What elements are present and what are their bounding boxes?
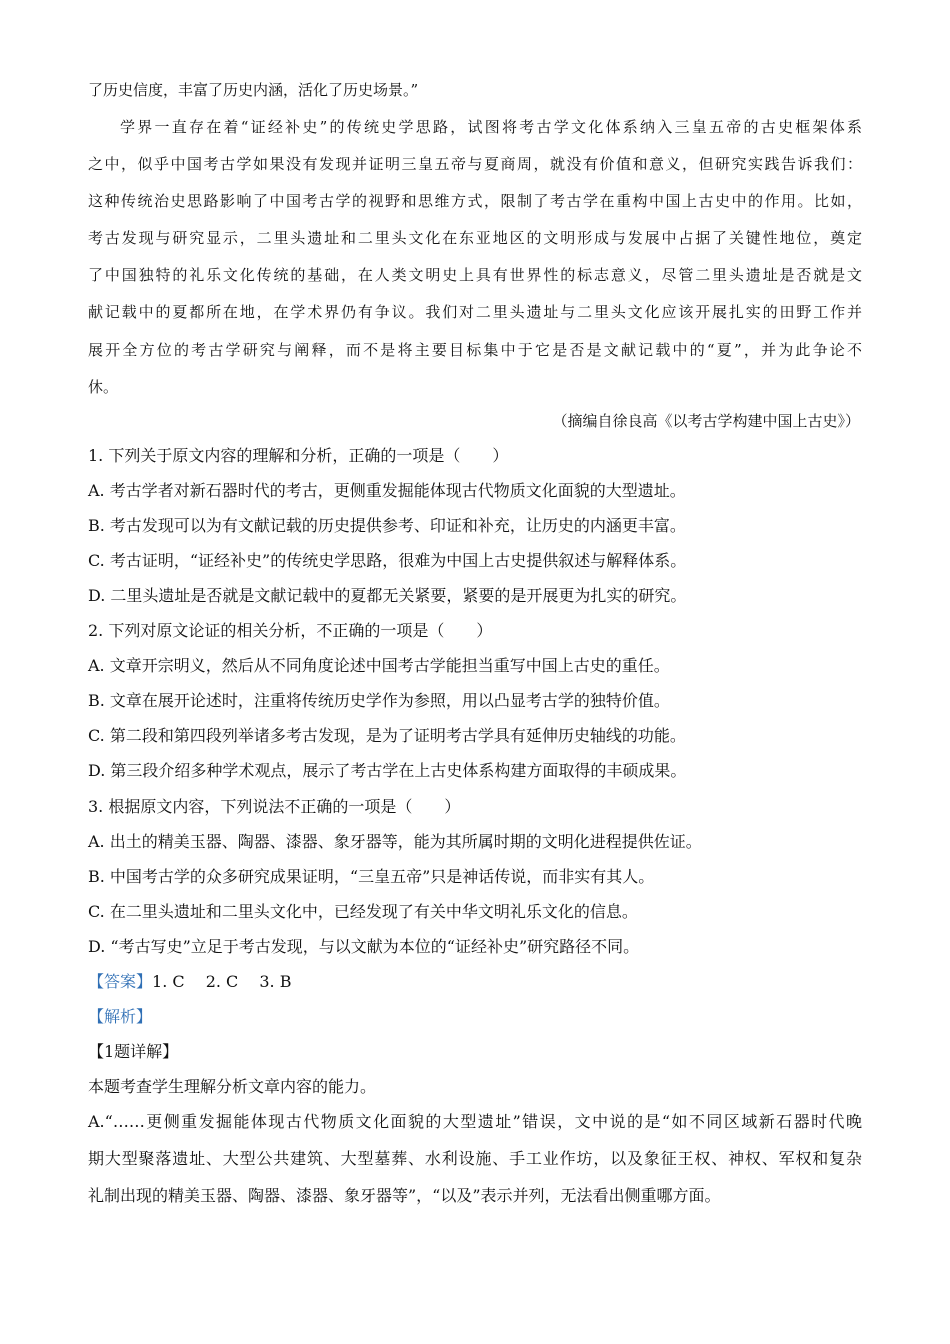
- passage-line: 献记载中的夏都所在地，在学术界仍有争议。我们对二里头遗址与二里头文化应该开展扎实的田野工作并: [88, 303, 862, 321]
- question-option: A. 考古学者对新石器时代的考古，更侧重发掘能体现古代物质文化面貌的大型遗址。: [88, 481, 686, 500]
- passage-line: 了中国独特的礼乐文化传统的基础，在人类文明史上具有世界性的标志意义，尽管二里头遗址是否就是文: [88, 266, 862, 284]
- question-option: B. 文章在展开论述时，注重将传统历史学作为参照，用以凸显考古学的独特价值。: [88, 691, 670, 710]
- question-option: C. 第二段和第四段列举诸多考古发现，是为了证明考古学具有延伸历史轴线的功能。: [88, 726, 686, 745]
- analysis-intro: 本题考查学生理解分析文章内容的能力。: [88, 1077, 377, 1096]
- passage-line: 学界一直存在着“证经补史”的传统史学思路，试图将考古学文化体系纳入三皇五帝的古史框架体系: [120, 118, 862, 136]
- passage-line: 这种传统治史思路影响了中国考古学的视野和思维方式，限制了考古学在重构中国上古史中的作用。比如，: [88, 192, 862, 210]
- analysis-line: 期大型聚落遗址、大型公共建筑、大型墓葬、水利设施、手工业作坊，以及象征王权、神权、军权和复杂: [88, 1149, 862, 1168]
- passage-line: 了历史信度，丰富了历史内涵，活化了历史场景。”: [88, 81, 419, 99]
- analysis-line: A.“……更侧重发掘能体现古代物质文化面貌的大型遗址”错误，文中说的是“如不同区域新石器时代晚: [88, 1112, 862, 1131]
- answer-tag: 【答案】: [88, 972, 153, 991]
- analysis-tag: 【解析】: [88, 1007, 153, 1026]
- passage-line: 之中，似乎中国考古学如果没有发现并证明三皇五帝与夏商周，就没有价值和意义，但研究实践告诉我们：: [88, 155, 862, 173]
- question-option: A. 出土的精美玉器、陶器、漆器、象牙器等，能为其所属时期的文明化进程提供佐证。: [88, 832, 702, 851]
- question-stem: 2. 下列对原文论证的相关分析，不正确的一项是（ ）: [88, 621, 493, 640]
- question-option: B. 中国考古学的众多研究成果证明，“三皇五帝”只是神话传说，而非实有其人。: [88, 867, 655, 886]
- question-option: D. 第三段介绍多种学术观点，展示了考古学在上古史体系构建方面取得的丰硕成果。: [88, 761, 687, 780]
- question-option: A. 文章开宗明义，然后从不同角度论述中国考古学能担当重写中国上古史的重任。: [88, 656, 670, 675]
- passage-line: 展开全方位的考古学研究与阐释，而不是将主要目标集中于它是否是文献记载中的“夏”，并为此争论不: [88, 341, 862, 359]
- question-option: B. 考古发现可以为有文献记载的历史提供参考、印证和补充，让历史的内涵更丰富。: [88, 516, 686, 535]
- analysis-subhead: 【1题详解】: [88, 1042, 179, 1061]
- question-option: D. “考古写史”立足于考古发现，与以文献为本位的“证经补史”研究路径不同。: [88, 937, 640, 956]
- passage-source: （摘编自徐良高《以考古学构建中国上古史》）: [552, 412, 860, 430]
- answer-line: [88, 972, 292, 992]
- question-stem: 3. 根据原文内容，下列说法不正确的一项是（ ）: [88, 797, 461, 816]
- answer-text: 1. C 2. C 3. B: [152, 972, 292, 991]
- question-option: C. 考古证明，“证经补史”的传统史学思路，很难为中国上古史提供叙述与解释体系。: [88, 551, 687, 570]
- question-stem: 1. 下列关于原文内容的理解和分析，正确的一项是（ ）: [88, 446, 509, 465]
- question-option: D. 二里头遗址是否就是文献记载中的夏都无关紧要，紧要的是开展更为扎实的研究。: [88, 586, 687, 605]
- question-option: C. 在二里头遗址和二里头文化中，已经发现了有关中华文明礼乐文化的信息。: [88, 902, 638, 921]
- passage-line: 考古发现与研究显示，二里头遗址和二里头文化在东亚地区的文明形成与发展中占据了关键性地位，奠定: [88, 229, 862, 247]
- analysis-line: 礼制出现的精美玉器、陶器、漆器、象牙器等”，“以及”表示并列，无法看出侧重哪方面。: [88, 1186, 721, 1205]
- passage-line: 休。: [88, 378, 119, 396]
